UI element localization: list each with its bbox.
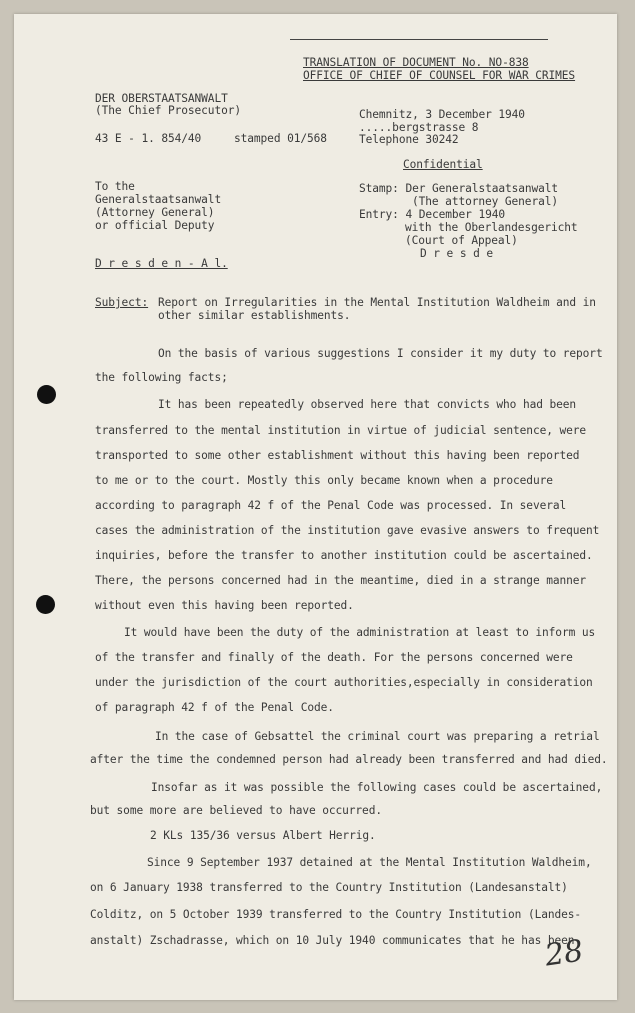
stamp-line-2: (The attorney General) bbox=[412, 195, 558, 208]
classification: Confidential bbox=[403, 158, 483, 171]
body-line: without even this having been reported. bbox=[95, 599, 354, 612]
translation-line: TRANSLATION OF DOCUMENT No. NO-838 bbox=[303, 56, 529, 69]
file-reference: 43 E - 1. 854/40 bbox=[95, 132, 202, 145]
body-line: On the basis of various suggestions I consider it my duty to report bbox=[158, 347, 603, 360]
recipient-location: D r e s d e n - A l. bbox=[95, 257, 228, 270]
body-line: according to paragraph 42 f of the Penal Code was processed. In several bbox=[95, 499, 567, 512]
body-line: In the case of Gebsattel the criminal court was preparing a retrial bbox=[155, 730, 600, 743]
body-line: Colditz, on 5 October 1939 transferred to the Country Institution (Landes- bbox=[90, 908, 582, 921]
stamp-line-1: Stamp: Der Generalstaatsanwalt bbox=[359, 182, 559, 195]
body-line: Since 9 September 1937 detained at the Mental Institution Waldheim, bbox=[147, 856, 592, 869]
stamp-line-4: with the Oberlandesgericht bbox=[405, 221, 578, 234]
body-line: cases the administration of the institution gave evasive answers to frequent bbox=[95, 524, 600, 537]
stamp-line-6: D r e s d e bbox=[420, 247, 493, 260]
stamped-reference: stamped 01/568 bbox=[234, 132, 327, 145]
body-line: anstalt) Zschadrasse, which on 10 July 1940 communicates that he has been bbox=[90, 934, 575, 947]
stamp-line-5: (Court of Appeal) bbox=[405, 234, 518, 247]
body-line: to me or to the court. Mostly this only became known when a procedure bbox=[95, 474, 553, 487]
recipient-line-3: (Attorney General) bbox=[95, 206, 215, 219]
header-rule bbox=[290, 39, 548, 40]
body-line: under the jurisdiction of the court authorities,especially in consideration bbox=[95, 676, 593, 689]
body-line: transferred to the mental institution in virtue of judicial sentence, were bbox=[95, 424, 587, 437]
body-line: on 6 January 1938 transferred to the Country Institution (Landesanstalt) bbox=[90, 881, 568, 894]
body-line: of the transfer and finally of the death. For the persons concerned were bbox=[95, 651, 573, 664]
body-line: It has been repeatedly observed here that convicts who had been bbox=[158, 398, 577, 411]
body-line: after the time the condemned person had already been transferred and had died. bbox=[90, 753, 608, 766]
body-line: Insofar as it was possible the following cases could be ascertained, bbox=[151, 781, 603, 794]
stamp-line-3: Entry: 4 December 1940 bbox=[359, 208, 505, 221]
telephone: Telephone 30242 bbox=[359, 133, 459, 146]
subject-label: Subject: bbox=[95, 296, 149, 309]
subject-line-1: Report on Irregularities in the Mental Institution Waldheim and in bbox=[158, 296, 596, 309]
body-line: There, the persons concerned had in the meantime, died in a strange manner bbox=[95, 574, 587, 587]
body-line: transported to some other establishment without this having been reported bbox=[95, 449, 580, 462]
case-reference: 2 KLs 135/36 versus Albert Herrig. bbox=[150, 829, 376, 842]
recipient-line-4: or official Deputy bbox=[95, 219, 215, 232]
body-line: the following facts; bbox=[95, 371, 228, 384]
subject-line-2: other similar establishments. bbox=[158, 309, 351, 322]
sender-title: DER OBERSTAATSANWALT bbox=[95, 92, 228, 105]
office-line: OFFICE OF CHIEF OF COUNSEL FOR WAR CRIMES bbox=[303, 69, 576, 82]
recipient-line-2: Generalstaatsanwalt bbox=[95, 193, 222, 206]
handwritten-page-number: 28 bbox=[542, 933, 586, 974]
sender-title-translation: (The Chief Prosecutor) bbox=[95, 104, 241, 117]
body-line: inquiries, before the transfer to another institution could be ascertained. bbox=[95, 549, 593, 562]
city-date: Chemnitz, 3 December 1940 bbox=[359, 108, 525, 121]
body-line: of paragraph 42 f of the Penal Code. bbox=[95, 701, 334, 714]
punch-hole-icon bbox=[37, 385, 56, 404]
body-line: It would have been the duty of the administration at least to inform us bbox=[124, 626, 596, 639]
recipient-line-1: To the bbox=[95, 180, 135, 193]
punch-hole-icon bbox=[36, 595, 55, 614]
body-line: but some more are believed to have occurred. bbox=[90, 804, 382, 817]
street-address: .....bergstrasse 8 bbox=[359, 121, 479, 134]
